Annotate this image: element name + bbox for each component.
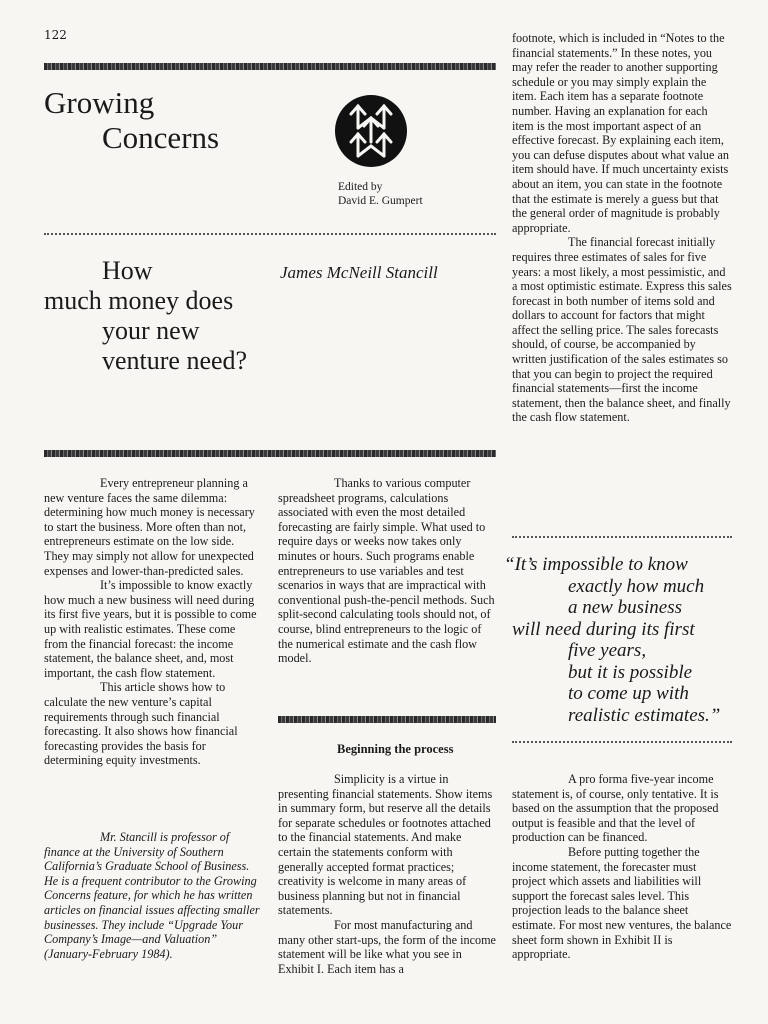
title-line: much money does	[44, 286, 234, 315]
author-bio	[44, 830, 262, 961]
quote-line: five years,	[568, 640, 647, 661]
title-line: your new	[102, 316, 200, 345]
bio-text: Mr. Stancill is professor of finance at the University of Southern California’s Graduate School of Business. He is a frequent contributor to the Growing Concerns feature, for which he has written articles on financial issues affecting smaller businesses. They include “Upgrade Your Company’s Image—and Valuation” (January-February 1984).	[44, 830, 260, 961]
editor-name: David E. Gumpert	[338, 195, 423, 207]
paragraph: footnote, which is included in “Notes to the financial statements.” In these notes, you may refer the reader to another supporting schedule or you may simply explain the item. Each item has a separate footnote number. Having an explanation for each item is the most important aspect of an effective forecast. By explaining each item, you can defuse disputes about what value an item should have. If much uncertainty exists about an item, you can state in the footnote that the estimate is merely a guess but that the general order of magnitude is probably appropriate.	[512, 31, 729, 235]
article-title	[44, 256, 269, 376]
paragraph: The financial forecast initially requires three estimates of sales for five years: a most likely, a most pessimistic, and a most optimistic estimate. Express this sales forecast in both number of items sold and dollars to account for factors that might affect the selling price. The sales forecasts should, of course, be accompanied by written justification of the sales estimates so that you can begin to project the required financial statements—first the income statement, then the balance sheet, and finally the cash flow statement.	[512, 235, 732, 425]
paragraph: Before putting together the income statement, the forecaster must project which assets and liabilities will support the forecast sales level. This projection leads to the balance sheet estimate. For most new ventures, the balance sheet form shown in Exhibit II is appropriate.	[512, 844, 732, 962]
department-title-line2: Concerns	[102, 120, 220, 155]
quote-rule-top	[512, 536, 732, 538]
title-line: venture need?	[102, 346, 248, 375]
top-rule	[44, 63, 496, 70]
column-3	[512, 31, 732, 425]
editor-credit	[338, 180, 423, 208]
quote-rule-bottom	[512, 741, 732, 743]
paragraph: Thanks to various computer spreadsheet programs, calculations associated with even the most detailed forecasting are fairly simple. What used to require days or weeks now takes only minutes or hours. Such programs enable entrepreneurs to use variables and test scenarios in ways that are impractical with conventional push-the-pencil methods. Such split-second calculating tools should not, of course, blind entrepreneurs to the logic of the numerical estimate and the cash flow model.	[278, 476, 495, 666]
edited-by-label: Edited by	[338, 181, 383, 193]
page-number: 122	[44, 28, 67, 42]
paragraph: Simplicity is a virtue in presenting financial statements. Show items in summary form, but reserve all the details for separate schedules or footnotes attached to the financial statements. And make certain the statements conform with generally accepted format practices; creativity is welcome in many areas of business planning but not in financial statements.	[278, 772, 493, 918]
quote-line: a new business	[568, 597, 682, 618]
arrows-circle-logo-icon	[334, 94, 408, 168]
paragraph: Every entrepreneur planning a new venture faces the same dilemma: determining how much money is necessary to start the business. More often than not, entrepreneurs estimate on the low side. They may simply not allow for unexpected expenses and lower-than-predicted sales.	[44, 476, 255, 578]
column-3b	[512, 772, 732, 962]
section-rule	[44, 450, 496, 457]
column-2	[278, 476, 496, 666]
paragraph: It’s impossible to know exactly how much a new business will need during its first five years, but it is possible to come up with realistic estimates. These come from the financial forecast: the income statement, the balance sheet, and, most important, the cash flow statement.	[44, 578, 257, 680]
quote-line: “It’s impossible to know	[504, 554, 688, 575]
pull-quote	[504, 554, 744, 726]
mid-rule	[44, 233, 496, 235]
quote-line: to come up with	[568, 683, 689, 704]
subhead-rule	[278, 716, 496, 723]
column-1	[44, 476, 262, 768]
quote-line: realistic estimates.”	[568, 704, 721, 726]
paragraph: A pro forma five-year income statement is, of course, only tentative. It is based on the assumption that the proposed output is feasible and that the level of production can be financed.	[512, 772, 719, 845]
quote-line: but it is possible	[568, 661, 693, 683]
article-author: James McNeill Stancill	[280, 263, 438, 282]
title-line: How	[102, 256, 153, 285]
quote-line: will need during its first	[512, 618, 695, 640]
paragraph: For most manufacturing and many other start-ups, the form of the income statement will be like what you see in Exhibit I. Each item has a	[278, 917, 496, 976]
column-2b	[278, 772, 496, 976]
paragraph: This article shows how to calculate the new venture’s capital requirements through such financial forecasting. It also shows how financial forecasting provides the basis for determining equity investments.	[44, 680, 238, 768]
department-title-line1: Growing	[44, 85, 155, 120]
quote-line: exactly how much	[568, 575, 705, 597]
section-subhead: Beginning the process	[337, 742, 454, 756]
